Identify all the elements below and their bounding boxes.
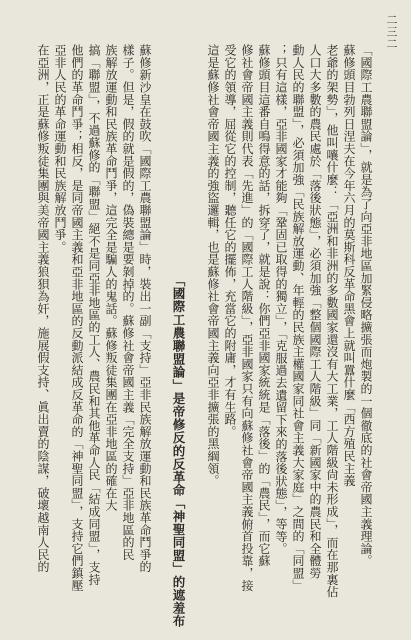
text-column: 樣子。但是，假的就是假的，偽裝總是要剝掉的。蘇修社會帝國主義「完全支持」亞非地區的民 — [121, 44, 135, 561]
text-column: 動人民的聯盟」，必須加強「民族解放運動、年輕的民族主權國家同社會主義大家庭」之間的「同盟」 — [291, 44, 305, 592]
text-column: 蘇修新沙皇在鼓吹「國際工農聯盟論」時，裝出一副「支持」亞非民族解放運動和民族革命鬥爭的 — [138, 44, 152, 573]
text-column: 在亞洲，正是蘇修叛徒集團與美帝國主義狼狽為奸，施展假支持、眞出賣的陰謀，破壞越南人民的 — [36, 44, 50, 573]
text-column: 修社會帝國主義則代表「先進」的「國際工人階級」，亞非國家只有向蘇修社會帝國主義俯首投靠，接 — [240, 44, 254, 592]
text-column: 族解放運動和民族革命鬥爭，這完全是騙人的鬼話。蘇修叛徒集團在亞非地區的確在大 — [104, 44, 118, 512]
text-column: 他們的革命鬥爭；相反，是同帝國主義和亞非地區的反動派結成反革命的「神聖同盟」，支持它們鎮壓 — [70, 44, 84, 592]
text-column: ；只有這樣，亞非國家才能夠「鞏固已取得的獨立」，「克服過去遺留下來的落後狀態」，等等。 — [274, 44, 288, 555]
vertical-text-body — [32, 44, 373, 628]
text-column: 蘇修頭目勃列日涅夫在今年六月的莫斯科反革命黑會上就叫囂什麼「西方殖民主義 — [342, 44, 356, 487]
text-column — [189, 44, 202, 599]
section-heading: 「國際工農聯盟論」是帝修反的反革命「神聖同盟」的遮羞布 — [171, 274, 186, 628]
text-column: 受它的領導，屈從它的控制，聽任它的擺佈，充當它的附庸，才有生路。 — [223, 44, 237, 438]
text-column: 蘇修頭目這番自鳴得意的話，拆穿了，就是說：你們亞非國家統統是「落後」的「農民」，而它蘇 — [257, 44, 271, 567]
text-column: 「國際工農聯盟論」，就是為了向亞非地區加緊侵略擴張而炮製的一個徹底的社會帝國主義理論。 — [359, 44, 373, 567]
text-column: 這是蘇修社會帝國主義的強盜邏輯，也是蘇修社會帝國主義向亞非擴張的黑綱領。 — [206, 44, 220, 487]
text-column: 老爺的架勢」，他叫嚷什麼：「亞洲和非洲的多數國家還沒有大工業，工人階級尙未形成」，而在那裏佔 — [325, 44, 339, 598]
text-column — [155, 44, 168, 599]
page-number: 二三二 — [385, 14, 398, 50]
text-column: 人口大多數的農民處於「落後狀態」，必須加強「整個國際工人階級」同「新國家中的農民和全體勞 — [308, 44, 322, 580]
text-column: 亞非人民的革命運動和民族解放鬥爭。 — [53, 44, 67, 254]
text-column: 搞「聯盟」，不過蘇修的「聯盟」絕不是同亞非地區的工人、農民和其他革命人民「結成同盟」，支持 — [87, 44, 101, 586]
